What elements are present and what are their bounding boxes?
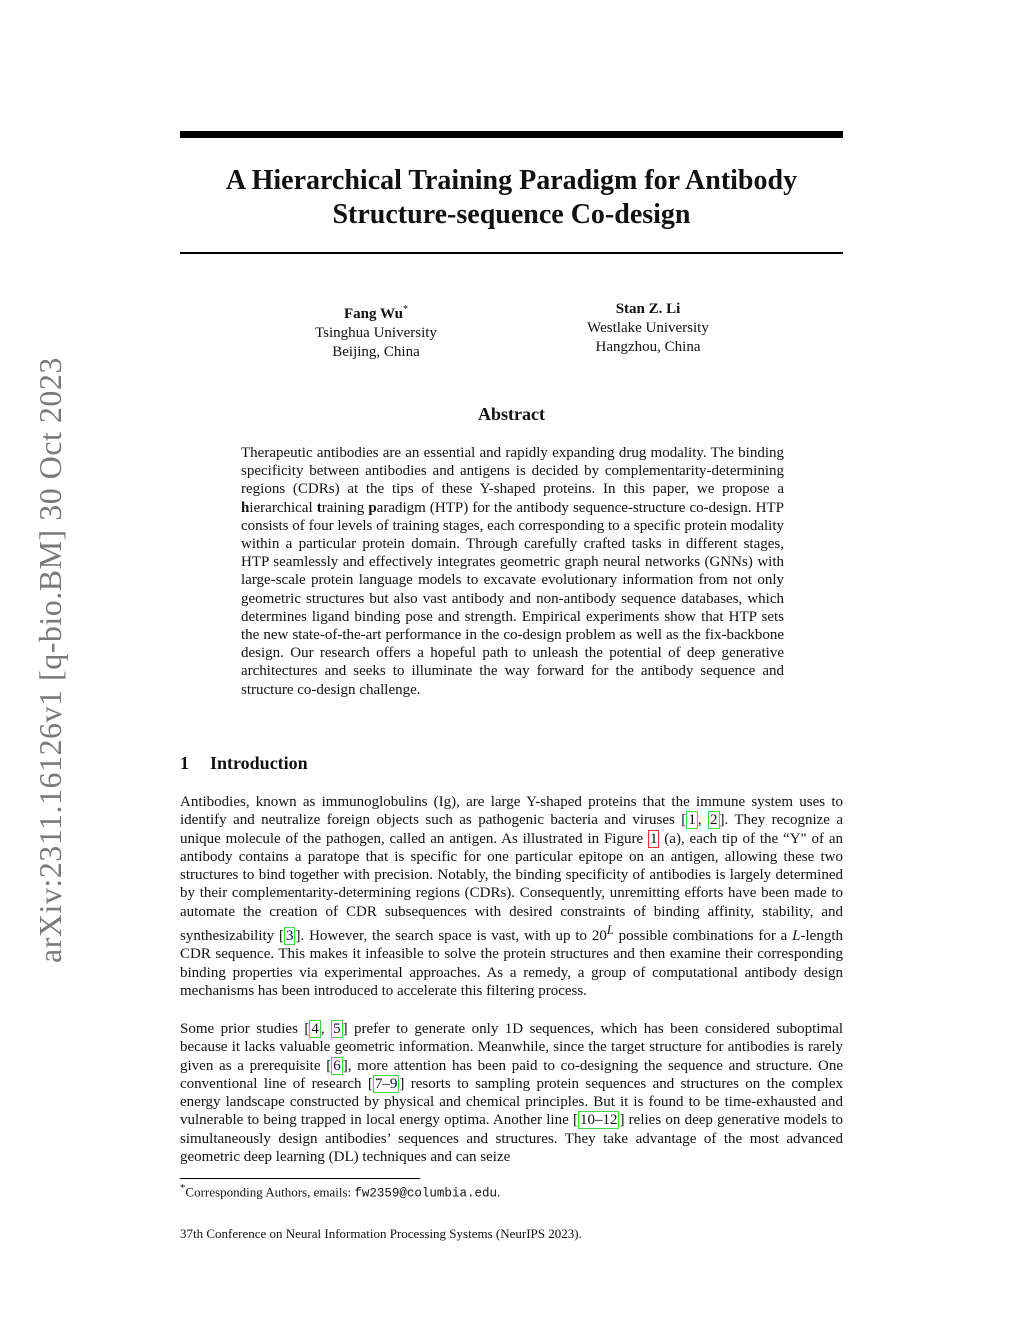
footnote-email[interactable]: fw2359@columbia.edu [354,1186,497,1201]
section-number: 1 [180,753,189,773]
citation-link[interactable]: 3 [285,928,294,945]
intro-paragraph-1 [180,793,843,1000]
p2-text-5: ] relies on deep generative models to simultaneously design antibodies’ sequences and structures. They take advantage of the most advanced geometric deep learning (DL) techniques and can seize [180,1112,843,1166]
p2-text-3: ], more attention has been paid to co-designing the sequence and structure. One conventional line of research [ [180,1057,843,1092]
section-heading-introduction [180,752,308,774]
citation-link[interactable]: 1 [688,812,696,829]
p1-text-1: Antibodies, known as immunoglobulins (Ig), are large Y-shaped proteins that the immune system uses to identify and neutralize foreign objects such as pathogenic bacteria and viruses [ [180,794,843,829]
citation-link[interactable]: 10–12 [579,1112,618,1129]
author-mark-1: * [403,304,409,315]
p2-separator: , [320,1021,332,1037]
p1-text-2: ]. They recognize a unique molecule of the pathogen, called an antigen. As illustrated in Figure [180,812,844,847]
author-name-1-text: Fang Wu [343,306,404,322]
abstract-heading: Abstract [478,404,545,424]
abstract-word-ierarchical: ierarchical [249,499,317,516]
p1-text-6: -length CDR sequence. This makes it infeasible to solve the protein structures and then examine their corresponding binding properties via experimental approaches. As a remedy, a group of computational antibody design mechanisms has been introduced to accelerate this filtering process. [180,928,843,999]
p2-text-2: ] prefer to generate only 1D sequences, which has been considered suboptimal because it lacks valuable geometric information. Meanwhile, since the target structure for antibodies is rarely given as a prerequisite [ [180,1021,844,1074]
title-top-rule [180,131,843,138]
citation-link[interactable]: 2 [710,812,718,829]
footnote-rule [180,1178,420,1179]
abstract-word-raining: raining [321,499,369,516]
abstract-text-2: aradigm (HTP) for the antibody sequence-structure co-design. HTP consists of four levels of training stages, each corresponding to a specific protein modality within a particular protein domain. Through carefully crafted tasks in different stages, HTP seamlessly and effectively integrates geometric graph neural networks (GNNs) with large-scale protein language models to excavate evolutionary information from not only geometric structures but also vast antibody and non-antibody sequence databases, which determines ligand binding pose and strength. Empirical experiments show that HTP sets the new state-of-the-art performance in the co-design problem as well as the fix-backbone design. Our research offers a hopeful path to unleash the potential of deep generative architectures and seeks to illuminate the way forward for the antibody sequence and structure co-design challenge. [241,499,784,698]
citation-link[interactable]: 6 [333,1057,341,1074]
math-20-power-L [591,923,614,945]
author-block-2 [518,300,778,357]
figure-link[interactable]: 1 [649,830,658,847]
footnote-end: . [496,1184,501,1200]
arxiv-identifier: arXiv:2311.16126v1 [q-bio.BM] 30 Oct 2023 [32,357,68,963]
intro-paragraph-2 [180,1020,843,1166]
citation-link[interactable]: 5 [333,1021,341,1037]
author-affiliation-2: Westlake University [587,320,709,336]
abstract-body [241,444,784,699]
citation-link[interactable]: 4 [311,1021,319,1037]
author-name-1 [246,300,506,324]
author-location-2: Hangzhou, China [595,339,701,355]
math-L: L [792,928,801,945]
math-base: 20 [591,928,607,945]
footnote-text: Corresponding Authors, emails: [185,1184,355,1200]
footnote [180,1180,843,1201]
footnote-mark: * [180,1182,186,1194]
section-title: Introduction [210,753,308,773]
p1-text-4: ]. However, the search space is vast, with up to [295,928,592,945]
author-location-1: Beijing, China [332,344,420,360]
title-bottom-rule [180,252,843,254]
author-block-1 [246,300,506,362]
p2-text-4: ] resorts to sampling protein sequences and structures on the complex energy landscape constructed by physical and chemical principles. But it is found to be time-exhausted and vulnerable to being trapped in local energy optima. Another line [ [180,1075,843,1129]
abstract-text-1: Therapeutic antibodies are an essential and rapidly expanding drug modality. The binding specificity between antibodies and antigens is decided by complementarity-determining regions (CDRs) at the tips of these Y-shaped proteins. In this paper, we propose a [241,445,784,498]
paper-title: A Hierarchical Training Paradigm for Antibody Structure-sequence Co-design [225,165,798,230]
abstract-bold-t: t [316,499,322,516]
abstract-bold-h: h [241,499,250,516]
p1-text-3: (a), each tip of the “Y" of an antibody contains a paratope that is specific for one particular epitope on an antigen, allowing these two structures to bind together with precision. Notably, the binding specificity of antibodies is largely determined by their complementarity-determining regions (CDRs). Consequently, unremitting efforts have been made to automate the creation of CDR subsequences with desired constraints of binding affinity, stability, and synthesizability [ [180,830,843,945]
author-name-2: Stan Z. Li [615,301,681,317]
author-affiliation-1: Tsinghua University [315,325,437,341]
math-exponent: L [606,923,614,938]
p1-text-5: possible combinations for a [613,928,793,945]
conference-venue: 37th Conference on Neural Information Processing Systems (NeurIPS 2023). [180,1226,582,1241]
p1-separator: , [697,812,708,829]
p2-text-1: Some prior studies [ [180,1021,310,1037]
abstract-bold-p: p [368,499,377,516]
citation-link[interactable]: 7–9 [374,1075,398,1092]
